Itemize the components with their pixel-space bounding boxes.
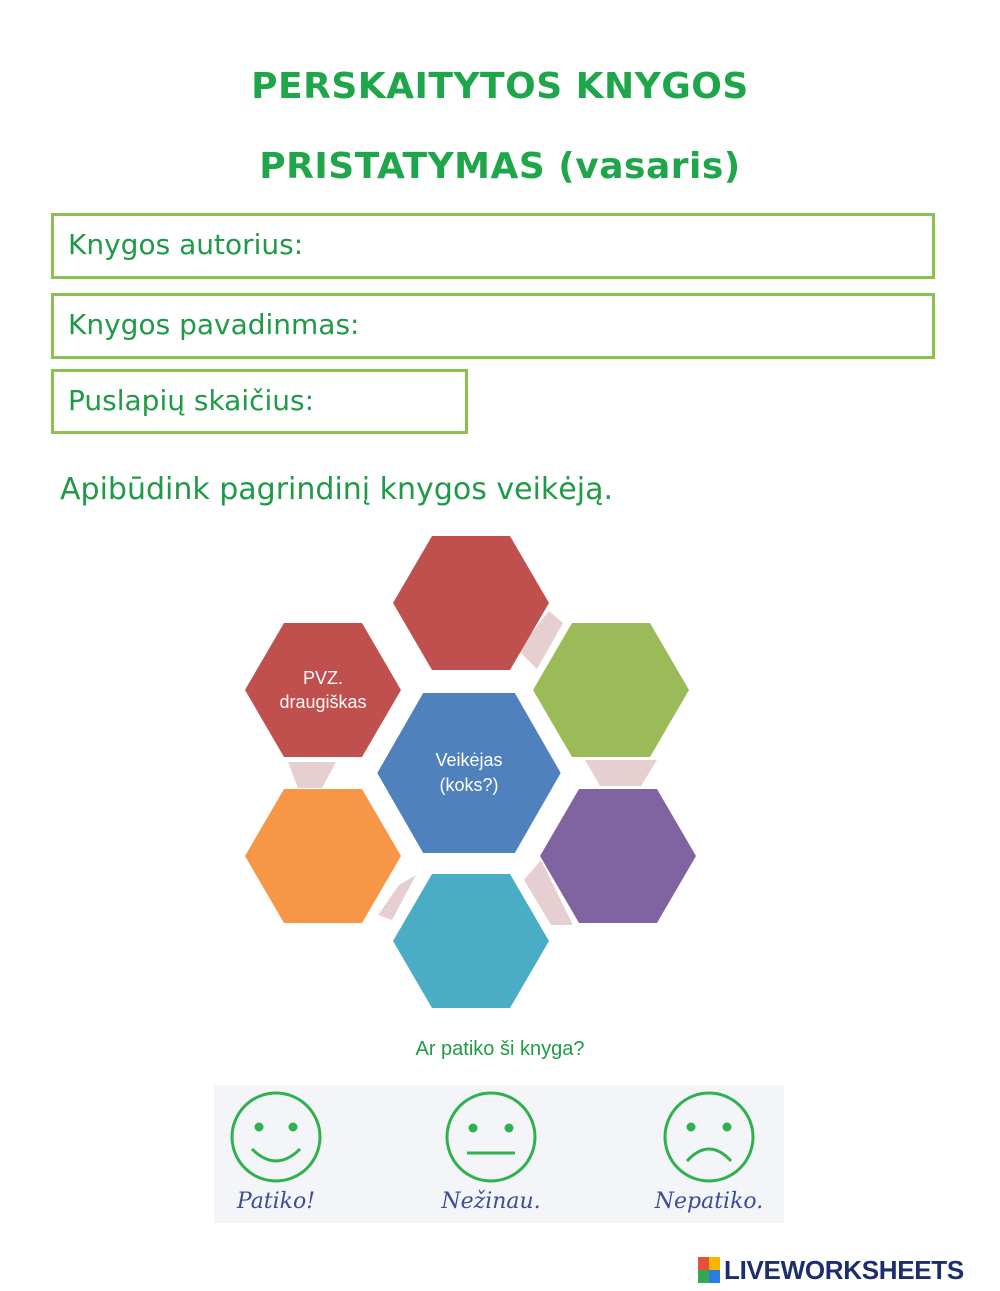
question-text: Ar patiko ši knyga? [415,1038,585,1060]
liveworksheets-brand [698,1252,964,1288]
liveworksheets-logo-icon [698,1257,720,1283]
face-happy-label: Patiko! [236,1189,316,1214]
hex-top-right[interactable] [533,623,689,757]
face-sad-label: Nepatiko. [654,1189,764,1214]
hex-center-text-1: Veikėjas [435,750,503,770]
hex-bottom-right[interactable] [540,789,696,923]
book-title-label: Knygos pavadinmas: [68,308,360,341]
hex-connector [585,760,657,786]
page-title-line-2: PRISTATYMAS (vasaris) [259,146,741,187]
face-sad[interactable] [634,1085,784,1223]
hex-top-left[interactable] [245,623,401,757]
author-label: Knygos autorius: [68,228,304,261]
hex-center[interactable] [375,691,563,855]
hex-center-text-2: (koks?) [439,775,499,795]
hex-bottom-left[interactable] [245,789,401,923]
brand-name: LIVEWORKSHEETS [724,1254,964,1285]
neutral-face-icon [441,1089,541,1185]
page-title-line-1: PERSKAITYTOS KNYGOS [251,66,749,107]
hex-bottom[interactable] [393,874,549,1008]
pages-label: Puslapių skaičius: [68,384,315,417]
hex-connector [288,762,336,788]
face-neutral-label: Nežinau. [441,1189,541,1214]
sad-face-icon [659,1089,759,1185]
happy-face-icon [226,1089,326,1185]
instruction-text: Apibūdink pagrindinį knygos veikėją. [60,472,614,507]
face-neutral[interactable] [416,1085,566,1223]
face-happy[interactable] [201,1085,351,1223]
hex-top-left-text-2: draugiškas [279,692,367,712]
rating-faces [214,1085,784,1223]
hex-top-left-text-1: PVZ. [302,668,344,688]
